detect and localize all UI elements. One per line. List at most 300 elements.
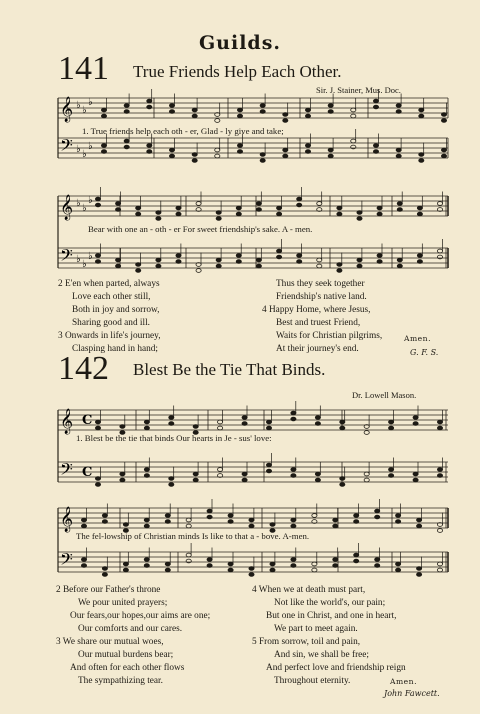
notehead (417, 254, 422, 258)
notehead (417, 212, 422, 216)
notehead (317, 264, 322, 268)
verse-line: The sympathizing tear. (78, 676, 163, 686)
notehead (317, 202, 322, 206)
notehead (236, 212, 241, 216)
notehead (357, 217, 362, 221)
notehead (364, 472, 369, 476)
notehead (123, 562, 128, 566)
notehead (266, 463, 271, 467)
notehead (377, 212, 382, 216)
notehead (165, 562, 170, 566)
svg-text:𝄢: 𝄢 (60, 135, 73, 159)
svg-text:♭: ♭ (88, 97, 93, 108)
notehead (389, 426, 394, 430)
notehead (81, 558, 86, 562)
hymn-142-amen: Amen. (390, 677, 417, 686)
notehead (317, 258, 322, 262)
notehead (333, 564, 338, 568)
notehead (237, 144, 242, 148)
notehead (373, 99, 378, 103)
verse-line: 2 E'en when parted, always (58, 279, 160, 289)
notehead (215, 154, 220, 158)
svg-text:𝄢: 𝄢 (60, 459, 73, 483)
hymn-141-system-2-treble (58, 194, 448, 220)
notehead (242, 422, 247, 426)
notehead (337, 263, 342, 267)
notehead (193, 425, 198, 429)
notehead (101, 144, 106, 148)
svg-text:♭: ♭ (82, 203, 87, 214)
notehead (123, 568, 128, 572)
notehead (337, 269, 342, 273)
notehead (340, 420, 345, 424)
notehead (291, 417, 296, 421)
notehead (266, 426, 271, 430)
notehead (437, 529, 442, 533)
svg-text:♭: ♭ (82, 149, 87, 160)
notehead (417, 206, 422, 210)
notehead (124, 139, 129, 143)
notehead (196, 269, 201, 273)
notehead (242, 478, 247, 482)
notehead (417, 518, 422, 522)
notehead (375, 564, 380, 568)
notehead (283, 148, 288, 152)
notehead (389, 474, 394, 478)
notehead (256, 258, 261, 262)
notehead (123, 523, 128, 527)
notehead (256, 264, 261, 268)
notehead (215, 148, 220, 152)
notehead (242, 472, 247, 476)
notehead (169, 110, 174, 114)
notehead (375, 558, 380, 562)
notehead (375, 509, 380, 513)
notehead (305, 114, 310, 118)
notehead (95, 420, 100, 424)
notehead (337, 206, 342, 210)
svg-text:♭: ♭ (82, 259, 87, 270)
notehead (437, 562, 442, 566)
notehead (236, 206, 241, 210)
notehead (228, 562, 233, 566)
notehead (377, 254, 382, 258)
notehead (102, 514, 107, 518)
notehead (397, 258, 402, 262)
notehead (417, 567, 422, 571)
notehead (315, 472, 320, 476)
notehead (277, 206, 282, 210)
notehead (81, 564, 86, 568)
notehead (441, 154, 446, 158)
notehead (218, 426, 223, 430)
notehead (419, 153, 424, 157)
notehead (297, 197, 302, 201)
notehead (260, 110, 265, 114)
hymn-141-system-1-treble (58, 96, 448, 122)
notehead (256, 208, 261, 212)
notehead (396, 562, 401, 566)
notehead (354, 514, 359, 518)
notehead (397, 208, 402, 212)
notehead (216, 258, 221, 262)
notehead (364, 431, 369, 435)
notehead (228, 514, 233, 518)
notehead (81, 518, 86, 522)
notehead (101, 108, 106, 112)
notehead (333, 518, 338, 522)
notehead (437, 568, 442, 572)
notehead (196, 202, 201, 206)
notehead (291, 468, 296, 472)
notehead (249, 567, 254, 571)
notehead (315, 422, 320, 426)
notehead (207, 564, 212, 568)
hymn-142-verses-right (252, 584, 406, 688)
notehead (283, 119, 288, 123)
notehead (102, 573, 107, 577)
notehead (397, 202, 402, 206)
notehead (124, 145, 129, 149)
verse-line: 5 From sorrow, toil and pain, (252, 637, 361, 647)
notehead (364, 478, 369, 482)
notehead (396, 148, 401, 152)
notehead (156, 217, 161, 221)
notehead (270, 562, 275, 566)
hymn-142-lyrics-line-2: The fel-lowship of Christian minds Is like to that a - bove. A-men. (76, 531, 310, 541)
notehead (101, 150, 106, 154)
hymn-141-composer: Sir. J. Stainer, Mus. Doc. (316, 85, 401, 95)
notehead (237, 114, 242, 118)
notehead (169, 477, 174, 481)
notehead (156, 264, 161, 268)
verse-line: And often for each other flows (70, 663, 185, 673)
notehead (417, 524, 422, 528)
notehead (266, 469, 271, 473)
notehead (156, 211, 161, 215)
hymn-142-composer: Dr. Lowell Mason. (352, 390, 417, 400)
notehead (328, 154, 333, 158)
notehead (270, 568, 275, 572)
verse-line: 4 Happy Home, where Jesus, (262, 305, 371, 315)
notehead (354, 559, 359, 563)
notehead (419, 159, 424, 163)
notehead (136, 206, 141, 210)
hymn-141-number: 141 (58, 50, 109, 87)
verse-line: We pour united prayers; (78, 598, 168, 608)
notehead (192, 114, 197, 118)
hymn-142-lyrics-line-1: 1. Blest be the tie that binds Our hearts in Je - sus' love: (76, 433, 272, 443)
notehead (228, 520, 233, 524)
verse-line: 3 We share our mutual woes, (56, 637, 164, 647)
notehead (396, 568, 401, 572)
svg-text:♭: ♭ (82, 105, 87, 116)
notehead (116, 202, 121, 206)
notehead (144, 420, 149, 424)
notehead (218, 468, 223, 472)
notehead (169, 148, 174, 152)
notehead (144, 564, 149, 568)
notehead (144, 558, 149, 562)
verse-line: 4 When we at death must part, (252, 585, 366, 595)
notehead (373, 144, 378, 148)
svg-text:𝄞: 𝄞 (60, 195, 74, 220)
notehead (396, 154, 401, 158)
notehead (377, 260, 382, 264)
notehead (147, 150, 152, 154)
notehead (237, 108, 242, 112)
notehead (305, 108, 310, 112)
hymn-141-verses-right (262, 278, 382, 356)
notehead (373, 105, 378, 109)
notehead (297, 254, 302, 258)
notehead (351, 108, 356, 112)
notehead (147, 144, 152, 148)
notehead (207, 509, 212, 513)
notehead (124, 104, 129, 108)
notehead (437, 474, 442, 478)
notehead (396, 104, 401, 108)
notehead (120, 425, 125, 429)
svg-text:𝄞: 𝄞 (60, 409, 74, 434)
verse-line: We part to meet again. (274, 624, 358, 634)
notehead (116, 264, 121, 268)
notehead (147, 99, 152, 103)
notehead (351, 114, 356, 118)
notehead (283, 113, 288, 117)
notehead (101, 114, 106, 118)
verse-line: Our mutual burdens bear; (78, 650, 174, 660)
notehead (156, 258, 161, 262)
notehead (249, 518, 254, 522)
notehead (277, 249, 282, 253)
notehead (218, 420, 223, 424)
notehead (305, 150, 310, 154)
hymn-141-title: True Friends Help Each Other. (133, 62, 342, 81)
svg-text:𝄢: 𝄢 (60, 245, 73, 269)
notehead (207, 515, 212, 519)
svg-text:♭: ♭ (76, 254, 81, 265)
notehead (340, 483, 345, 487)
notehead (417, 260, 422, 264)
notehead (419, 108, 424, 112)
notehead (242, 416, 247, 420)
notehead (328, 110, 333, 114)
verse-line: Throughout eternity. (274, 676, 351, 686)
notehead (176, 260, 181, 264)
verse-line: Waits for Christian pilgrims, (276, 331, 383, 341)
hymn-141-lyrics-line-1: 1. True friends help each oth - er, Glad - ly give and take; (82, 126, 284, 136)
notehead (165, 568, 170, 572)
notehead (389, 420, 394, 424)
notehead (165, 514, 170, 518)
notehead (147, 105, 152, 109)
notehead (95, 426, 100, 430)
verse-line: Our fears,our hopes,our aims are one; (70, 611, 211, 621)
notehead (354, 520, 359, 524)
notehead (437, 420, 442, 424)
notehead (256, 202, 261, 206)
hymn-141-system-1-bass (58, 135, 448, 160)
notehead (192, 153, 197, 157)
notehead (283, 154, 288, 158)
svg-text:C: C (82, 413, 93, 428)
verse-line: Sharing good and ill. (72, 318, 150, 328)
svg-text:𝄞: 𝄞 (60, 97, 74, 122)
hymn-141-amen: Amen. (404, 334, 431, 343)
notehead (377, 206, 382, 210)
notehead (389, 468, 394, 472)
notehead (169, 104, 174, 108)
notehead (354, 553, 359, 557)
notehead (216, 217, 221, 221)
verse-line: Both in joy and sorrow, (72, 305, 160, 315)
notehead (312, 514, 317, 518)
notehead (95, 197, 100, 201)
notehead (413, 478, 418, 482)
svg-text:♭: ♭ (88, 141, 93, 152)
notehead (176, 254, 181, 258)
notehead (333, 524, 338, 528)
notehead (192, 159, 197, 163)
notehead (312, 562, 317, 566)
notehead (95, 254, 100, 258)
notehead (124, 110, 129, 114)
notehead (357, 258, 362, 262)
notehead (144, 426, 149, 430)
verse-line: But one in Christ, and one in heart, (266, 611, 397, 621)
notehead (260, 153, 265, 157)
notehead (136, 263, 141, 267)
notehead (95, 483, 100, 487)
notehead (120, 472, 125, 476)
notehead (340, 477, 345, 481)
verse-line: And sin, we shall be free; (274, 650, 370, 660)
notehead (95, 260, 100, 264)
notehead (291, 411, 296, 415)
svg-text:♭: ♭ (76, 144, 81, 155)
svg-text:♭: ♭ (76, 100, 81, 111)
notehead (169, 154, 174, 158)
notehead (192, 108, 197, 112)
notehead (193, 472, 198, 476)
notehead (337, 212, 342, 216)
notehead (169, 483, 174, 487)
notehead (186, 553, 191, 557)
notehead (165, 520, 170, 524)
notehead (186, 518, 191, 522)
notehead (397, 264, 402, 268)
verse-line: Clasping hand in hand; (72, 344, 158, 354)
svg-text:♭: ♭ (76, 198, 81, 209)
hymn-141-lyrics-line-2: Bear with one an - oth - er For sweet friendship's sake. A - men. (88, 224, 313, 234)
section-title: Guilds. (198, 32, 282, 54)
hymn-141-verses-left (58, 278, 161, 356)
hymn-142-author: John Fawcett. (384, 689, 440, 698)
verse-line: At their journey's end. (276, 344, 359, 354)
notehead (357, 211, 362, 215)
notehead (260, 104, 265, 108)
notehead (441, 148, 446, 152)
verse-line: 3 Onwards in life's journey, (58, 331, 161, 341)
notehead (291, 524, 296, 528)
notehead (249, 573, 254, 577)
notehead (328, 104, 333, 108)
notehead (136, 212, 141, 216)
notehead (351, 139, 356, 143)
notehead (116, 208, 121, 212)
notehead (419, 114, 424, 118)
notehead (417, 573, 422, 577)
notehead (116, 258, 121, 262)
svg-text:𝄢: 𝄢 (60, 549, 73, 573)
notehead (413, 422, 418, 426)
hymn-142-verses-left (56, 584, 210, 688)
notehead (169, 422, 174, 426)
notehead (81, 524, 86, 528)
notehead (297, 260, 302, 264)
notehead (266, 420, 271, 424)
notehead (437, 426, 442, 430)
notehead (120, 478, 125, 482)
notehead (215, 119, 220, 123)
notehead (437, 202, 442, 206)
notehead (277, 212, 282, 216)
notehead (437, 249, 442, 253)
hymn-142-title: Blest Be the Tie That Binds. (133, 360, 326, 379)
notehead (315, 478, 320, 482)
notehead (396, 514, 401, 518)
notehead (260, 159, 265, 163)
svg-text:𝄞: 𝄞 (60, 507, 74, 532)
notehead (136, 269, 141, 273)
verse-line: Best and truest Friend, (276, 318, 361, 328)
notehead (373, 150, 378, 154)
svg-text:♭: ♭ (88, 195, 93, 206)
notehead (357, 264, 362, 268)
notehead (207, 558, 212, 562)
notehead (144, 474, 149, 478)
notehead (186, 524, 191, 528)
notehead (291, 564, 296, 568)
notehead (176, 212, 181, 216)
notehead (216, 264, 221, 268)
verse-line: And perfect love and friendship reign (266, 663, 406, 673)
notehead (333, 558, 338, 562)
verse-line: 2 Before our Father's throne (56, 585, 161, 595)
verse-line: Love each other still, (72, 292, 151, 302)
notehead (396, 110, 401, 114)
notehead (413, 472, 418, 476)
verse-line: Friendship's native land. (276, 292, 367, 302)
notehead (291, 558, 296, 562)
notehead (441, 119, 446, 123)
verse-line: Our comforts and our cares. (78, 624, 183, 634)
notehead (315, 416, 320, 420)
notehead (176, 206, 181, 210)
notehead (95, 477, 100, 481)
svg-text:♭: ♭ (88, 251, 93, 262)
notehead (277, 255, 282, 259)
hymn-141-author: G. F. S. (410, 348, 439, 357)
notehead (193, 478, 198, 482)
notehead (437, 468, 442, 472)
notehead (144, 524, 149, 528)
notehead (237, 150, 242, 154)
notehead (102, 520, 107, 524)
notehead (236, 254, 241, 258)
notehead (297, 203, 302, 207)
